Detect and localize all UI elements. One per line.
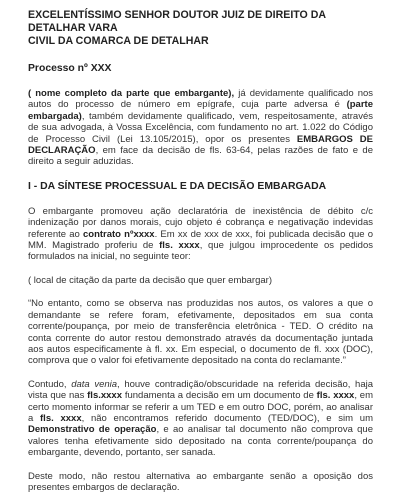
synth-text-2: . Em xx de xxx de xxx, foi publicada decisão que o MM. Magistrado proferiu de xyxy=(28,228,373,252)
embargos-label: EMBARGOS DE DECLARAÇÃO xyxy=(28,133,373,157)
demonstrativo-ref: Demonstrativo de operação xyxy=(28,424,157,436)
contudo-text-4: , em certo momento informar se referir a um TED e em outro DOC, porém, ao analisar a xyxy=(28,390,373,424)
synth-text-1: O embargante promoveu ação declaratória de inexistência de débito c/c indenização por danos morais, cujo objeto é cobrança e negativação indevidas referente ao xyxy=(28,205,373,240)
embargada-name: (parte embargada) xyxy=(28,99,373,122)
fls-ref-2: fls. xxxx xyxy=(316,390,355,402)
synthesis-paragraph xyxy=(28,206,373,263)
data-venia: data venia xyxy=(71,378,118,390)
title-line-2: CIVIL DA COMARCA DE DETALHAR xyxy=(28,35,209,47)
contudo-text-5: , não encontramos referido documento (TED/DOC), e sim um xyxy=(81,412,373,424)
section-title: I - DA SÍNTESE PROCESSUAL E DA DECISÃO EMBARGADA xyxy=(28,180,327,192)
quote-placeholder: ( local de citação da parte da decisão que quer embargar) xyxy=(28,274,272,286)
document-title xyxy=(28,9,373,48)
embargante-name: ( nome completo da parte que embargante), xyxy=(28,88,235,99)
synth-text-3: , que julgou improcedente os pedidos formulados na inicial, no seguinte teor: xyxy=(28,240,373,263)
contudo-paragraph xyxy=(28,379,373,459)
contudo-text-3: fundamenta a decisão em um documento de xyxy=(122,390,317,402)
contudo-text-6: , e ao analisar tal documento não comprova que valores tenha efetivamente sido depositado na conta corrente/poupança do embargante, devendo, portanto, ser sanada. xyxy=(28,424,373,459)
fls-ref: fls. xxxx xyxy=(159,240,200,252)
fls-ref-3: fls. xxxx xyxy=(40,412,82,424)
intro-text-3: , em face da decisão de fls. 63-64, pelas razões de fato e de direito a seguir aduzidas. xyxy=(28,145,373,168)
contudo-text-2: , houve contradição/obscuridade na referida decisão, haja vista que nas xyxy=(28,378,374,402)
intro-text-1: já devidamente qualificado nos autos do processo de número em epígrafe, cuja parte adversa é xyxy=(28,88,374,111)
title-line-1: EXCELENTÍSSIMO SENHOR DOUTOR JUIZ DE DIREITO DA DETALHAR VARA xyxy=(28,9,326,34)
final-paragraph: Deste modo, não restou alternativa ao embargante senão a oposição dos presentes embargos de declaração. xyxy=(28,470,373,493)
contract-ref: contrato nºxxxx xyxy=(82,228,155,240)
fls-ref-1: fls.xxxx xyxy=(87,390,123,402)
contudo-text-1: Contudo, xyxy=(28,378,72,390)
quoted-decision: “No entanto, como se observa nas produzidas nos autos, os valores a que o demandante se refere foram, efetivamente, depositados em sua conta corrente/poupança, por meio de transferência eletrônica - TED. O crédito na conta corrente do autor restou demonstrado através da documentação juntada aos autos especificamente à fl. xx. Em especial, o documento de fl. xxx (DOC), comprova que o valor foi efetivamente depositado na conta do reclamante.” xyxy=(28,298,373,367)
process-number: Processo nº XXX xyxy=(28,63,112,74)
intro-text-2: , também devidamente qualificado, vem, respeitosamente, através de sua advogada, à Vossa Excelência, com fundamento no art. 1.022 do Código de Processo Civil (Lei 13.105/2015), opor os presentes xyxy=(28,110,373,145)
intro-paragraph xyxy=(28,88,373,168)
